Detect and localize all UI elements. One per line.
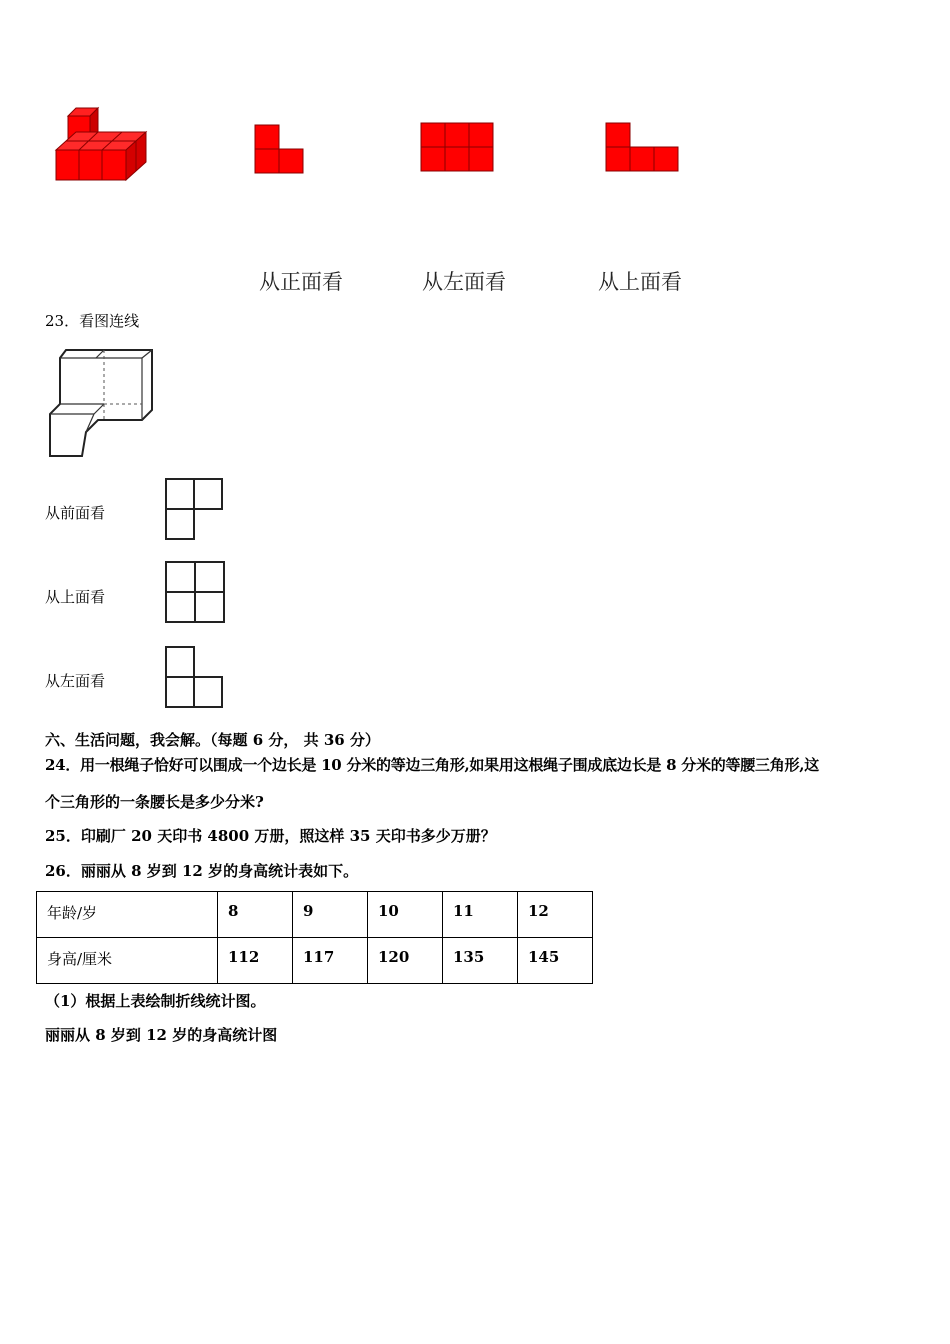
- table-header-height: 身高/厘米: [37, 938, 218, 984]
- table-cell-height: 112: [218, 938, 293, 984]
- q23-solid-figure: [46, 344, 156, 460]
- front-view-figure: [254, 124, 306, 176]
- table-cell-age: 9: [293, 892, 368, 938]
- table-cell-height: 120: [368, 938, 443, 984]
- view-label-front: 从正面看: [259, 270, 343, 294]
- table-cell-height: 145: [518, 938, 593, 984]
- table-row-age: [37, 892, 593, 938]
- q23-option-left: 从左面看: [45, 672, 106, 690]
- q23-view-a: [164, 477, 224, 543]
- q23-option-front: 从前面看: [45, 504, 106, 522]
- q24-line2: 个三角形的一条腰长是多少分米?: [45, 793, 264, 811]
- top-view-figure: [605, 122, 681, 174]
- table-row-height: [37, 938, 593, 984]
- q24-line1: 24．用一根绳子恰好可以围成一个边长是 10 分米的等边三角形,如果用这根绳子围成底边长是 8 分米的等腰三角形,这: [45, 756, 820, 774]
- table-cell-age: 8: [218, 892, 293, 938]
- q23-option-top: 从上面看: [45, 588, 106, 606]
- table-cell-height: 135: [443, 938, 518, 984]
- height-table: [36, 891, 593, 984]
- q25-text: 25．印刷厂 20 天印书 4800 万册，照这样 35 天印书多少万册？: [45, 827, 496, 845]
- q26-sub1: （1）根据上表绘制折线统计图。: [45, 992, 266, 1010]
- view-label-top: 从上面看: [598, 270, 682, 294]
- section6-heading: 六、生活问题，我会解。（每题 6 分， 共 36 分）: [45, 731, 380, 749]
- view-label-left: 从左面看: [422, 270, 506, 294]
- table-cell-age: 10: [368, 892, 443, 938]
- table-cell-age: 12: [518, 892, 593, 938]
- table-cell-height: 117: [293, 938, 368, 984]
- q23-view-c: [164, 645, 224, 711]
- q23-view-b: [164, 560, 228, 626]
- q26-text: 26．丽丽从 8 岁到 12 岁的身高统计表如下。: [45, 862, 359, 880]
- table-cell-age: 11: [443, 892, 518, 938]
- q23-title: 23．看图连线: [45, 312, 140, 330]
- cube-solid-figure: [52, 108, 152, 184]
- table-header-age: 年龄/岁: [37, 892, 218, 938]
- q26-chart-title: 丽丽从 8 岁到 12 岁的身高统计图: [45, 1026, 278, 1044]
- left-view-figure: [420, 122, 496, 174]
